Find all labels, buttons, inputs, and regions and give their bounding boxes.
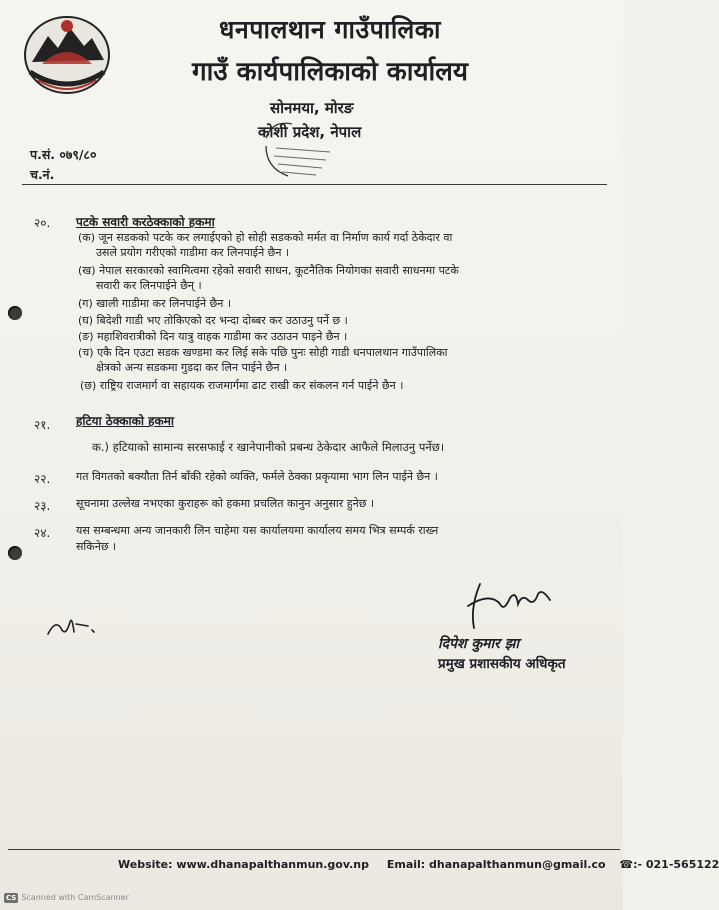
signatory-title: प्रमुख प्रशासकीय अधिकृत	[438, 656, 566, 672]
section-20-item-cha: (च) एकै दिन एउटा सडक खण्डमा कर लिई सके पछि पुनः सोही गाडी धनपालथान गाउँपालिका	[78, 346, 448, 359]
reference-number: प.सं. ०७९/८०	[30, 147, 97, 162]
website-label: Website:	[118, 858, 173, 871]
section-24-text: यस सम्बन्धमा अन्य जानकारी लिन चाहेमा यस कार्यालयमा कार्यालय समय भित्र सम्पर्क राख्न	[76, 524, 439, 537]
phone-number: ☎:- 021-565122	[619, 858, 719, 871]
camscanner-logo-icon: CS	[6, 894, 17, 902]
section-20-item-chha: (छ) राष्ट्रिय राजमार्ग वा सहायक राजमार्गमा ढाट राखी कर संकलन गर्न पाईने छैन ।	[80, 379, 404, 392]
section-20-item-ka: (क) जून सडकको पटके कर लगाईएको हो सोही सडकको मर्मत वा निर्माण कार्य गर्दा ठेकेदार वा	[78, 231, 453, 244]
section-24-text-cont: सकिनेछ ।	[76, 540, 117, 553]
header-office-name: गाउँ कार्यपालिकाको कार्यालय	[192, 57, 468, 87]
email-label: Email:	[386, 858, 426, 871]
section-22-text: गत विगतको बक्यौता तिर्न बाँकी रहेको व्यक्ति, फर्मले ठेक्का प्रकृयामा भाग लिन पाईने छैन ।	[76, 470, 438, 483]
website-link[interactable]: www.dhanapalthanmun.gov.np	[176, 858, 370, 871]
section-24-number: २४.	[34, 526, 51, 540]
section-21-item-ka: क.) हटियाको सामान्य सरसफाई र खानेपानीको प्रबन्ध ठेकेदार आफैले मिलाउनु पर्नेछ।	[92, 440, 445, 454]
footer-contact	[118, 858, 719, 871]
email-link[interactable]: dhanapalthanmun@gmail.co	[429, 858, 606, 871]
section-21-number: २१.	[34, 418, 51, 432]
section-23-text: सूचनामा उल्लेख नभएका कुराहरू को हकमा प्रचलित कानुन अनुसार हुनेछ ।	[76, 497, 375, 510]
header-municipality-name: धनपालथान गाउँपालिका	[219, 15, 441, 44]
section-20-item-kha-cont: सवारी कर लिनपाईने छैन् ।	[96, 279, 202, 292]
scanner-watermark	[4, 893, 129, 903]
header-address-2: कोशी प्रदेश, नेपाल	[258, 123, 362, 141]
header-divider	[22, 184, 607, 185]
section-20-item-gha: (घ) बिदेशी गाडी भए तोकिएको दर भन्दा दोब्बर कर उठाउनु पर्ने छ ।	[78, 314, 348, 327]
section-20-heading: पटके सवारी करठेक्काको हकमा	[76, 215, 215, 229]
footer-divider	[8, 849, 620, 850]
section-20-item-nga: (ङ) महाशिवरात्रीको दिन यात्रु वाहक गाडीमा कर उठाउन पाइने छैन ।	[78, 330, 348, 343]
scanner-text: Scanned with CamScanner	[21, 893, 129, 902]
office-stamp-icon	[262, 118, 348, 180]
section-21-heading: हटिया ठेक्काको हकमा	[76, 414, 174, 428]
section-20-item-cha-cont: क्षेत्रको अन्य सडकमा गुडदा कर लिन पाईने छैन ।	[96, 361, 288, 374]
binder-hole	[8, 546, 22, 560]
section-20-item-ka-cont: उसले प्रयोग गरीएको गाडीमा कर लिनपाईने छैन ।	[96, 246, 290, 259]
section-23-number: २३.	[34, 499, 51, 513]
officer-signature-icon	[460, 578, 560, 634]
section-20-number: २०.	[34, 216, 51, 230]
binder-hole	[8, 306, 22, 320]
header-address-1: सोनमया, मोरङ	[270, 99, 354, 117]
municipality-emblem-icon	[18, 10, 116, 96]
signatory-name: दिपेश कुमार झा	[438, 636, 519, 652]
dispatch-number: च.नं.	[30, 167, 55, 182]
section-22-number: २२.	[34, 472, 51, 486]
section-20-item-ga: (ग) खाली गाडीमा कर लिनपाईने छैन ।	[78, 297, 232, 310]
initials-signature-icon	[44, 610, 104, 640]
section-20-item-kha: (ख) नेपाल सरकारको स्वामित्वमा रहेको सवारी साधन, कूटनैतिक नियोगका सवारी साधनमा पटके	[78, 264, 459, 277]
